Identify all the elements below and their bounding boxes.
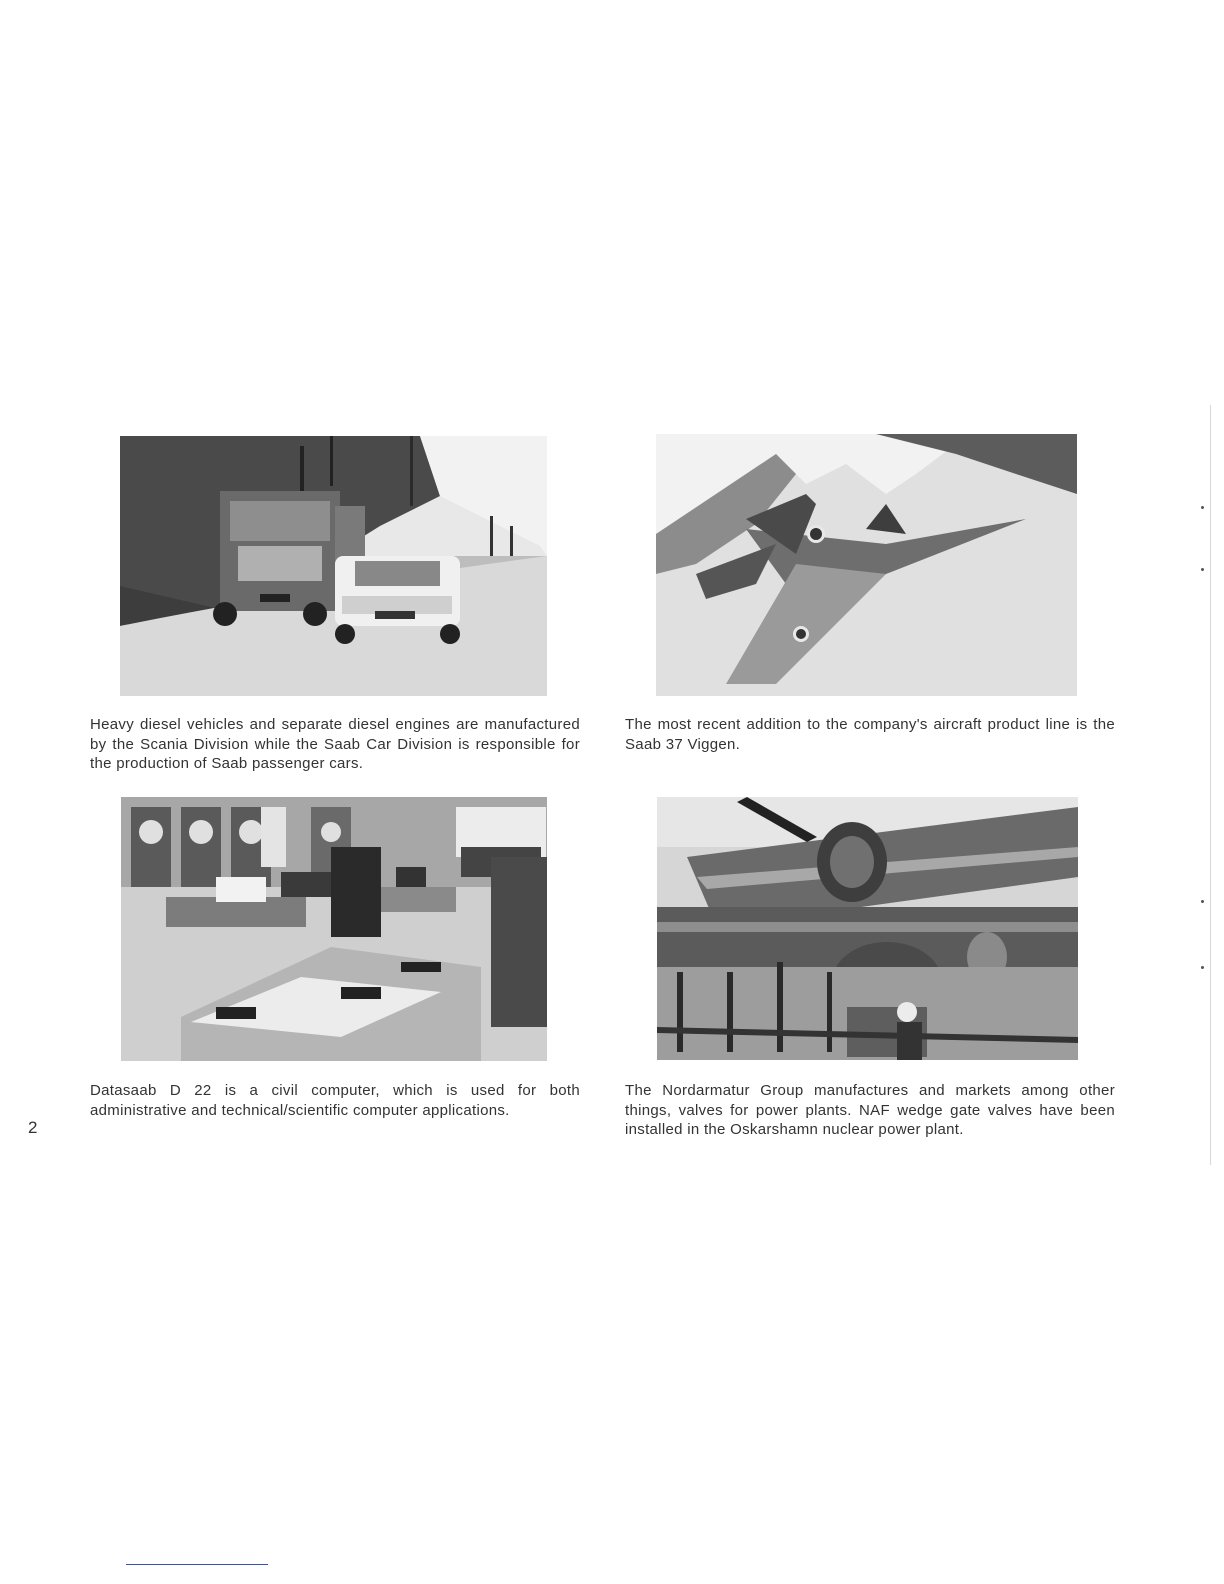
- jet-photo-graphic: [656, 434, 1077, 696]
- fighter-jet-photo: [656, 434, 1077, 696]
- scan-speck: [1201, 506, 1204, 509]
- jet-caption: The most recent addition to the company's aircraft product line is the Saab 37 Viggen.: [625, 716, 1115, 753]
- valves-photo-graphic: [657, 797, 1078, 1060]
- truck-caption: Heavy diesel vehicles and separate diesel engines are manufactured by the Scania Division while the Saab Car Division is responsible for the production of Saab passenger cars.: [90, 716, 580, 772]
- power-plant-valves-photo: [657, 797, 1078, 1060]
- scan-speck: [1201, 568, 1204, 571]
- footer-rule: [126, 1564, 268, 1565]
- truck-and-car-photo: [120, 436, 547, 696]
- page-number: 2: [28, 1118, 38, 1137]
- truck-photo-graphic: [120, 436, 547, 696]
- valves-caption: The Nordarmatur Group manufactures and markets among other things, valves for power plants. NAF wedge gate valves have been installed in the Oskarshamn nuclear power plant.: [625, 1082, 1115, 1138]
- computer-room-photo: [121, 797, 547, 1061]
- scan-speck: [1201, 900, 1204, 903]
- scan-edge-line: [1210, 405, 1211, 1165]
- computer-photo-graphic: [121, 797, 547, 1061]
- scan-speck: [1201, 966, 1204, 969]
- computer-caption: Datasaab D 22 is a civil computer, which is used for both administrative and technical/scientific computer applications.: [90, 1082, 580, 1119]
